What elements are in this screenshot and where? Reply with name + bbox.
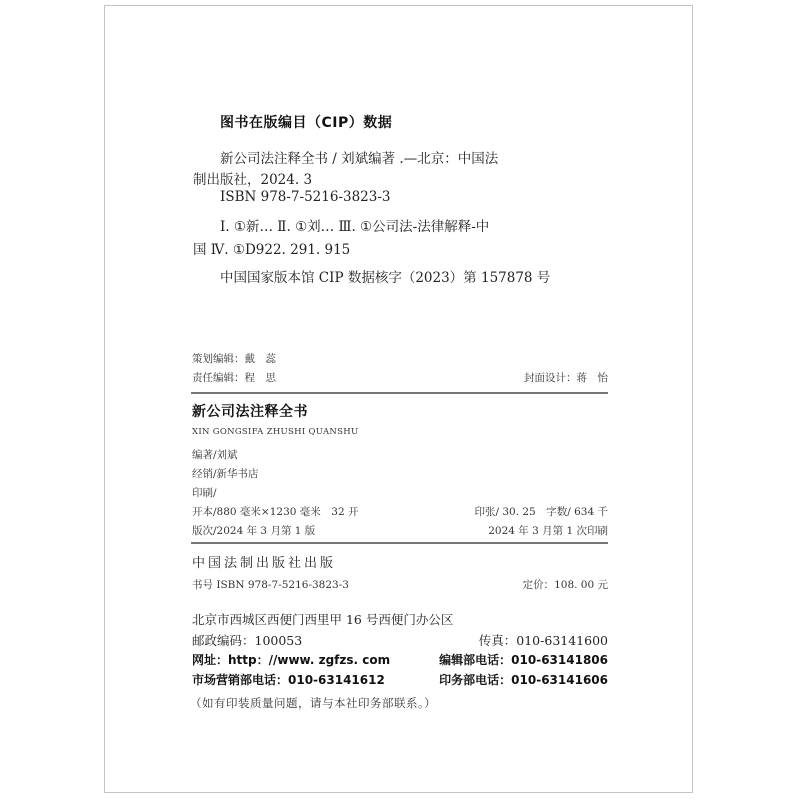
publisher-address: 北京市西城区西便门西里甲 16 号西便门办公区 <box>192 612 454 627</box>
cip-classification-2: 国 Ⅳ. ①D922. 291. 915 <box>193 242 351 258</box>
printer: 印刷/ <box>192 487 217 499</box>
sheets-and-word-count: 印张/ 30. 25 字数/ 634 千 <box>474 506 608 518</box>
divider-bottom <box>191 542 608 544</box>
publisher-name: 中国法制出版社出版 <box>192 556 337 571</box>
cover-designer: 封面设计：蒋 怡 <box>524 372 608 384</box>
quality-note: （如有印装质量问题，请与本社印务部联系。） <box>190 696 437 710</box>
print-dept-phone: 印务部电话：010-63141606 <box>439 673 608 687</box>
fax: 传真：010-63141600 <box>478 633 608 648</box>
responsible-editor: 责任编辑：程 思 <box>192 372 276 384</box>
price: 定价：108. 00 元 <box>522 579 608 591</box>
author: 编著/刘斌 <box>192 449 238 461</box>
cip-heading: 图书在版编目（CIP）数据 <box>220 115 393 131</box>
book-title: 新公司法注释全书 <box>192 404 308 420</box>
cip-line-2: 制出版社，2024. 3 <box>193 172 313 188</box>
cip-line-1: 新公司法注释全书 / 刘斌编著 .—北京：中国法 <box>220 151 499 167</box>
marketing-phone: 市场营销部电话：010-63141612 <box>192 673 385 687</box>
printing: 2024 年 3 月第 1 次印刷 <box>488 525 608 537</box>
divider-top <box>191 392 608 394</box>
edition: 版次/2024 年 3 月第 1 版 <box>192 525 316 537</box>
postcode: 邮政编码：100053 <box>192 633 303 648</box>
cip-isbn: ISBN 978-7-5216-3823-3 <box>220 189 391 205</box>
book-isbn: 书号 ISBN 978-7-5216-3823-3 <box>192 579 349 591</box>
cip-record-number: 中国国家版本馆 CIP 数据核字（2023）第 157878 号 <box>220 270 551 286</box>
cip-classification-1: Ⅰ. ①新… Ⅱ. ①刘… Ⅲ. ①公司法-法律解释-中 <box>220 219 490 235</box>
website: 网址：http：//www. zgfzs. com <box>192 653 391 667</box>
planning-editor: 策划编辑：戴 蕊 <box>192 353 276 365</box>
format: 开本/880 毫米×1230 毫米 32 开 <box>192 506 359 518</box>
book-title-pinyin: XIN GONGSIFA ZHUSHI QUANSHU <box>192 427 359 437</box>
distributor: 经销/新华书店 <box>192 468 259 480</box>
editorial-phone: 编辑部电话：010-63141806 <box>439 653 608 667</box>
